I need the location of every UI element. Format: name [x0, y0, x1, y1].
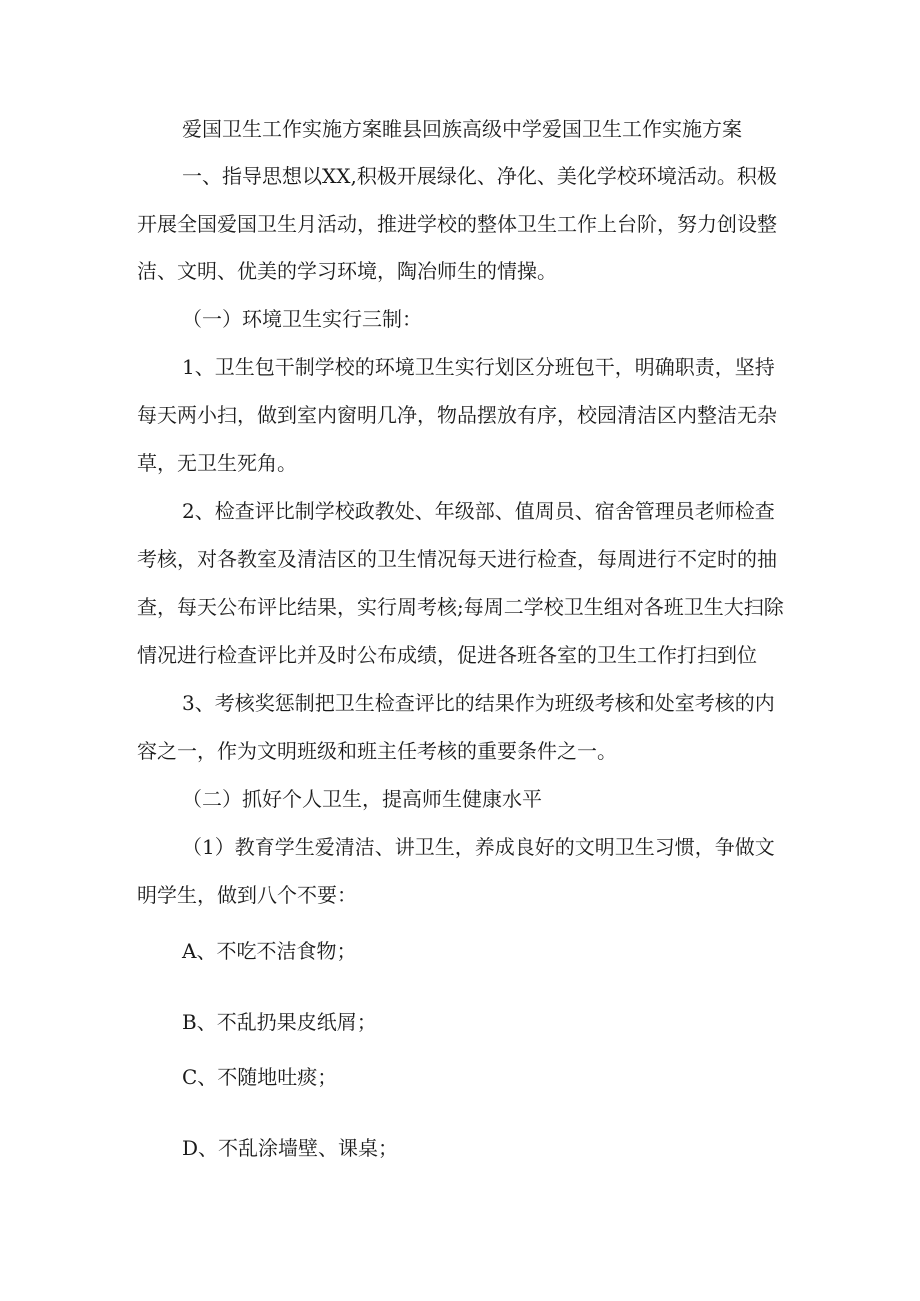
paragraph-line: 查，每天公布评比结果，实行周考核;每周二学校卫生组对各班卫生大扫除	[137, 595, 784, 619]
paragraph-line: 3、考核奖惩制把卫生检查评比的结果作为班级考核和处室考核的内	[182, 691, 775, 715]
paragraph-line: 洁、文明、优美的学习环境，陶冶师生的情操。	[137, 259, 557, 283]
list-item: B、不乱扔果皮纸屑；	[182, 1010, 377, 1034]
paragraph-line: 每天两小扫，做到室内窗明几净，物品摆放有序，校园清洁区内整洁无杂	[137, 403, 777, 427]
paragraph-line: （1）教育学生爱清洁、讲卫生，养成良好的文明卫生习惯，争做文	[182, 835, 775, 859]
paragraph-line: 2、检查评比制学校政教处、年级部、值周员、宿舍管理员老师检查	[182, 499, 775, 523]
paragraph-line: 开展全国爱国卫生月活动，推进学校的整体卫生工作上台阶，努力创设整	[137, 212, 777, 236]
document-title: 爱国卫生工作实施方案睢县回族高级中学爱国卫生工作实施方案	[182, 117, 742, 141]
paragraph-line: 明学生，做到八个不要：	[137, 883, 357, 907]
paragraph-line: 容之一，作为文明班级和班主任考核的重要条件之一。	[137, 739, 617, 763]
paragraph-line: 情况进行检查评比并及时公布成绩，促进各班各室的卫生工作打扫到位	[137, 643, 757, 667]
paragraph-line: 1、卫生包干制学校的环境卫生实行划区分班包干，明确职责，坚持	[182, 355, 775, 379]
section-heading-personal-hygiene: （二）抓好个人卫生，提高师生健康水平	[182, 787, 542, 811]
section-heading-environment: （一）环境卫生实行三制：	[182, 307, 422, 331]
list-item: C、不随地吐痰；	[182, 1065, 338, 1089]
list-item: A、不吃不洁食物；	[182, 939, 357, 963]
paragraph-line: 考核，对各教室及清洁区的卫生情况每天进行检查，每周进行不定时的抽	[137, 547, 777, 571]
list-item: D、不乱涂墙壁、课桌；	[182, 1136, 399, 1160]
paragraph-line: 草，无卫生死角。	[137, 451, 297, 475]
paragraph-line: 一、指导思想以XX,积极开展绿化、净化、美化学校环境活动。积极	[182, 164, 777, 188]
